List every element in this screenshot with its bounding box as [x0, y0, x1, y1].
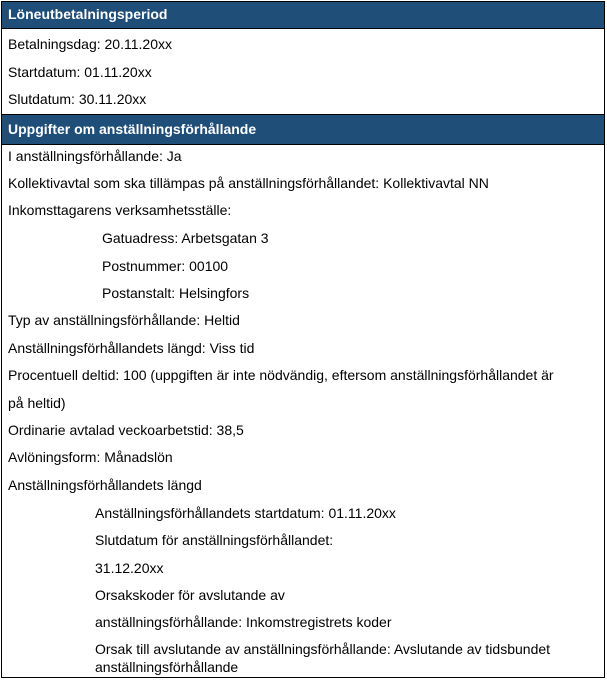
document-table	[1, 1, 605, 678]
row-postal-code: Postnummer: 00100	[102, 258, 229, 274]
section-header-pay-period: Löneutbetalningsperiod	[2, 2, 604, 28]
row-termination-codes-cont: anställningsförhållande: Inkomstregistrets koder	[95, 614, 392, 630]
row-weekly-hours: Ordinarie avtalad veckoarbetstid: 38,5	[8, 422, 244, 438]
divider	[2, 144, 604, 145]
row-employment-length-heading: Anställningsförhållandets längd	[8, 477, 202, 493]
row-termination-codes: Orsakskoder för avslutande av	[95, 587, 285, 603]
row-employment-end-date: Slutdatum för anställningsförhållandet:	[95, 532, 334, 548]
row-in-employment: I anställningsförhållande: Ja	[8, 148, 182, 164]
row-start-date: Startdatum: 01.11.20xx	[8, 64, 152, 80]
row-collective-agreement: Kollektivavtal som ska tillämpas på anställningsförhållandet: Kollektivavtal NN	[8, 175, 489, 191]
row-employment-end-date-value: 31.12.20xx	[95, 560, 164, 576]
row-part-time-percent-cont: på heltid)	[8, 395, 66, 411]
row-pay-form: Avlöningsform: Månadslön	[8, 449, 173, 465]
row-part-time-percent: Procentuell deltid: 100 (uppgiften är inte nödvändig, eftersom anställningsförhållandet är	[8, 367, 554, 383]
row-end-date: Slutdatum: 30.11.20xx	[8, 91, 147, 107]
row-workplace: Inkomsttagarens verksamhetsställe:	[8, 202, 232, 218]
row-post-office: Postanstalt: Helsingfors	[102, 285, 250, 301]
row-employment-start-date: Anställningsförhållandets startdatum: 01.11.20xx	[95, 505, 396, 521]
row-employment-length: Anställningsförhållandets längd: Viss tid	[8, 340, 255, 356]
row-termination-reason: Orsak till avslutande av anställningsförhållande: Avslutande av tidsbundet	[95, 641, 551, 657]
section-header-employment: Uppgifter om anställningsförhållande	[2, 115, 604, 144]
divider	[2, 28, 604, 29]
row-street-address: Gatuadress: Arbetsgatan 3	[102, 230, 269, 246]
row-termination-reason-cont: anställningsförhållande	[95, 659, 239, 675]
row-employment-type: Typ av anställningsförhållande: Heltid	[8, 312, 240, 328]
row-payment-date: Betalningsdag: 20.11.20xx	[8, 36, 172, 52]
